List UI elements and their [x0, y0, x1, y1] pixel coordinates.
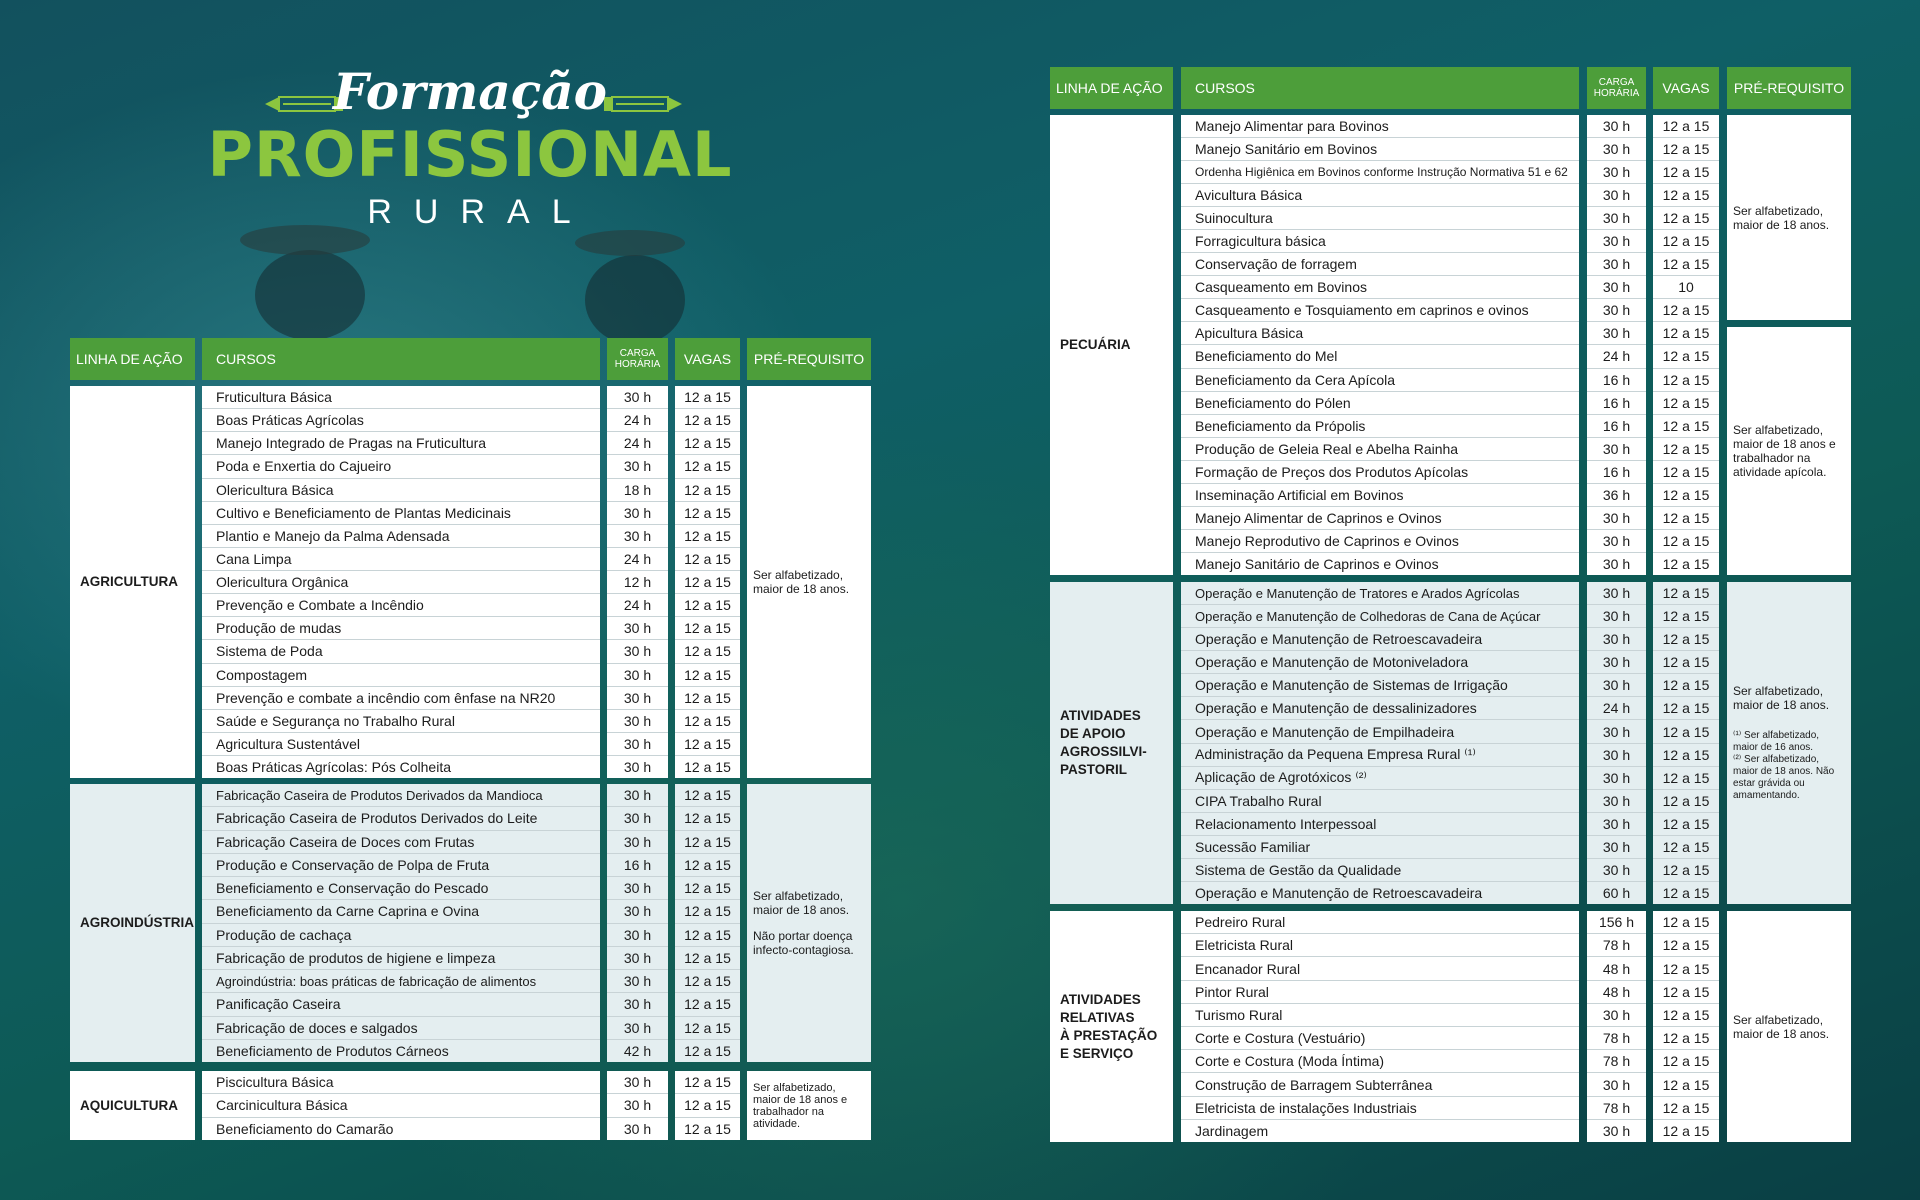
course-vagas-cell: 12 a 15	[1653, 981, 1719, 1004]
course-vagas-cell: 12 a 15	[1653, 720, 1719, 743]
course-hours-cell: 30 h	[623, 759, 652, 776]
course-name-cell: Produção de Geleia Real e Abelha Rainha	[1181, 438, 1579, 461]
course-hours-cell: 42 h	[623, 1042, 652, 1059]
course-vagas-agroindustria	[675, 784, 740, 1062]
course-name-cell: Fabricação de produtos de higiene e limpeza	[202, 947, 600, 970]
course-vagas-cell: 12 a 15	[1653, 697, 1719, 720]
prerequisite-aquicultura	[747, 1071, 871, 1140]
course-vagas-cell: 12 a 15	[684, 759, 731, 776]
course-name-cell: Turismo Rural	[1181, 1004, 1579, 1027]
course-name-cell: Relacionamento Interpessoal	[1181, 813, 1579, 836]
course-hours-cell: 30 h	[607, 640, 668, 663]
course-vagas-cell: 12 a 15	[675, 525, 740, 548]
prerequisite-text: Ser alfabetizado, maior de 18 anos.	[1733, 684, 1830, 712]
title-line-3: RURAL	[367, 193, 593, 231]
course-vagas-cell: 12 a 15	[1653, 790, 1719, 813]
header-linha-right: LINHA DE AÇÃO	[1050, 67, 1173, 109]
course-vagas-cell: 12 a 15	[1653, 1050, 1719, 1073]
course-name-cell: Casqueamento em Bovinos	[1181, 276, 1579, 299]
course-vagas-cell: 12 a 15	[1653, 859, 1719, 882]
course-name-cell: Fabricação de doces e salgados	[202, 1017, 600, 1040]
course-vagas-cell: 12 a 15	[1653, 253, 1719, 276]
course-hours-cell: 30 h	[1587, 161, 1646, 184]
course-name-cell: Olericultura Básica	[202, 479, 600, 502]
course-hours-cell: 30 h	[607, 1094, 668, 1117]
course-name-cell: Plantio e Manejo da Palma Adensada	[202, 525, 600, 548]
course-name-cell: Agroindústria: boas práticas de fabricação de alimentos	[202, 970, 600, 993]
prerequisite-apoio	[1727, 582, 1851, 904]
course-hours-cell: 30 h	[1587, 744, 1646, 767]
course-hours-cell: 16 h	[1587, 392, 1646, 415]
course-vagas-cell: 12 a 15	[1653, 836, 1719, 859]
course-name-cell: Prevenção e Combate a Incêndio	[202, 594, 600, 617]
course-name-cell: Operação e Manutenção de Retroescavadeira	[1195, 885, 1483, 902]
course-name-cell: Beneficiamento do Camarão	[216, 1120, 394, 1137]
course-hours-cell: 30 h	[1587, 299, 1646, 322]
course-hours-cell: 12 h	[607, 571, 668, 594]
course-vagas-cell: 12 a 15	[1653, 345, 1719, 368]
course-vagas-cell: 12 a 15	[1653, 911, 1719, 934]
course-name-cell: Manejo Reprodutivo de Caprinos e Ovinos	[1181, 530, 1579, 553]
course-hours-cell: 30 h	[1587, 230, 1646, 253]
course-name-cell: Poda e Enxertia do Cajueiro	[202, 455, 600, 478]
course-vagas-cell: 12 a 15	[675, 640, 740, 663]
course-hours-cell: 30 h	[1587, 720, 1646, 743]
course-name-cell: Carcinicultura Básica	[202, 1094, 600, 1117]
course-name-cell: Apicultura Básica	[1181, 322, 1579, 345]
course-vagas-cell: 12 a 15	[675, 594, 740, 617]
course-hours-cell: 60 h	[1602, 885, 1631, 902]
title-line-2: PROFISSIONAL	[207, 118, 733, 191]
header-carga-left: CARGA HORÁRIA	[607, 338, 668, 380]
course-vagas-cell: 12 a 15	[675, 432, 740, 455]
course-hours-cell: 30 h	[1587, 184, 1646, 207]
course-hours-cell: 30 h	[607, 502, 668, 525]
course-hours-cell: 30 h	[1587, 1004, 1646, 1027]
course-name-cell: Cultivo e Beneficiamento de Plantas Medicinais	[202, 502, 600, 525]
prerequisite-agricultura	[747, 386, 871, 778]
section-label-aquicultura: AQUICULTURA	[70, 1071, 195, 1140]
course-name-cell: Administração da Pequena Empresa Rural ⁽¹⁾	[1181, 744, 1579, 767]
course-vagas-cell: 12 a 15	[1653, 322, 1719, 345]
course-hours-cell: 78 h	[1587, 1027, 1646, 1050]
course-name-cell: Produção de mudas	[202, 617, 600, 640]
title-line-1: Formação	[333, 62, 607, 121]
course-vagas-cell: 12 a 15	[1653, 392, 1719, 415]
course-name-cell: Fabricação Caseira de Produtos Derivados da Mandioca	[202, 784, 600, 807]
course-vagas-cell: 12 a 15	[1653, 207, 1719, 230]
course-vagas-servico	[1653, 911, 1719, 1142]
background-figure-left	[255, 250, 365, 340]
course-hours-cell: 30 h	[1587, 836, 1646, 859]
course-name-cell: Ordenha Higiênica em Bovinos conforme Instrução Normativa 51 e 62	[1181, 161, 1579, 184]
course-vagas-cell: 12 a 15	[1653, 138, 1719, 161]
course-vagas-cell: 12 a 15	[1653, 484, 1719, 507]
course-name-cell: Sucessão Familiar	[1181, 836, 1579, 859]
course-vagas-cell: 12 a 15	[1662, 555, 1710, 572]
course-name-cell: Construção de Barragem Subterrânea	[1181, 1073, 1579, 1096]
background-figure-right	[585, 255, 685, 345]
course-vagas-cell: 12 a 15	[675, 900, 740, 923]
course-vagas-cell: 12 a 15	[675, 854, 740, 877]
course-name-cell: Beneficiamento de Produtos Cárneos	[216, 1042, 449, 1059]
course-vagas-apoio	[1653, 582, 1719, 904]
course-hours-cell: 78 h	[1587, 1050, 1646, 1073]
course-name-cell: Produção e Conservação de Polpa de Fruta	[202, 854, 600, 877]
course-hours-cell: 24 h	[1587, 345, 1646, 368]
course-hours-cell: 30 h	[607, 1071, 668, 1094]
course-hours-cell: 24 h	[607, 409, 668, 432]
course-name-cell: Boas Práticas Agrícolas	[202, 409, 600, 432]
course-hours-cell: 30 h	[1587, 138, 1646, 161]
course-hours-cell: 30 h	[607, 1017, 668, 1040]
course-name-cell: Manejo Sanitário de Caprinos e Ovinos	[1195, 555, 1439, 572]
course-name-cell: Suinocultura	[1181, 207, 1579, 230]
course-vagas-cell: 12 a 15	[675, 479, 740, 502]
course-vagas-cell: 12 a 15	[1653, 299, 1719, 322]
course-vagas-cell: 12 a 15	[675, 687, 740, 710]
course-vagas-cell: 12 a 15	[675, 924, 740, 947]
course-hours-cell: 30 h	[607, 455, 668, 478]
header-cursos-left: CURSOS	[202, 338, 600, 380]
course-hours-cell: 30 h	[1602, 555, 1631, 572]
course-hours-cell: 30 h	[1587, 115, 1646, 138]
course-name-cell: Saúde e Segurança no Trabalho Rural	[202, 710, 600, 733]
course-name-cell: Panificação Caseira	[202, 993, 600, 1016]
page-title	[180, 64, 760, 234]
course-hours-cell: 30 h	[607, 900, 668, 923]
course-name-cell: Operação e Manutenção de Colhedoras de Cana de Açúcar	[1181, 605, 1579, 628]
course-vagas-cell: 12 a 15	[675, 1017, 740, 1040]
course-vagas-cell: 12 a 15	[675, 502, 740, 525]
course-vagas-cell: 12 a 15	[1653, 1027, 1719, 1050]
course-hours-cell: 30 h	[1587, 790, 1646, 813]
course-vagas-pecuaria	[1653, 115, 1719, 575]
section-label-agroindustria: AGROINDÚSTRIA	[70, 784, 195, 1062]
course-vagas-cell: 12 a 15	[1653, 369, 1719, 392]
course-hours-cell: 48 h	[1587, 981, 1646, 1004]
course-hours-cell: 156 h	[1587, 911, 1646, 934]
course-name-cell: Beneficiamento da Cera Apícola	[1181, 369, 1579, 392]
course-hours-cell: 30 h	[607, 664, 668, 687]
course-vagas-cell: 12 a 15	[675, 733, 740, 756]
course-vagas-cell: 12 a 15	[1653, 530, 1719, 553]
course-hours-cell: 30 h	[607, 831, 668, 854]
course-vagas-cell: 12 a 15	[1653, 934, 1719, 957]
course-hours-cell: 24 h	[1587, 697, 1646, 720]
prerequisite-servico	[1727, 911, 1851, 1142]
course-vagas-cell: 12 a 15	[675, 970, 740, 993]
course-vagas-cell: 12 a 15	[675, 455, 740, 478]
course-name-cell: CIPA Trabalho Rural	[1181, 790, 1579, 813]
course-vagas-cell: 12 a 15	[1653, 1004, 1719, 1027]
course-hours-cell: 16 h	[1587, 369, 1646, 392]
course-name-cell: Compostagem	[202, 664, 600, 687]
prerequisite-text: Ser alfabetizado, maior de 18 anos e trabalhador na atividade apícola.	[1733, 423, 1836, 479]
course-hours-cell: 48 h	[1587, 957, 1646, 980]
course-hours-agroindustria	[607, 784, 668, 1062]
course-name-cell: Conservação de forragem	[1181, 253, 1579, 276]
course-name-cell: Operação e Manutenção de Tratores e Arados Agrícolas	[1181, 582, 1579, 605]
course-hours-cell: 30 h	[607, 970, 668, 993]
course-hours-cell: 16 h	[1587, 461, 1646, 484]
course-vagas-cell: 12 a 15	[1662, 885, 1710, 902]
course-vagas-cell: 12 a 15	[1653, 813, 1719, 836]
course-hours-cell: 30 h	[1587, 276, 1646, 299]
course-hours-agricultura	[607, 386, 668, 778]
course-name-cell: Encanador Rural	[1181, 957, 1579, 980]
prerequisite-text: Ser alfabetizado, maior de 18 anos.	[753, 568, 850, 596]
course-name-cell: Fruticultura Básica	[202, 386, 600, 409]
course-vagas-cell: 12 a 15	[675, 784, 740, 807]
course-vagas-cell: 12 a 15	[1653, 957, 1719, 980]
course-hours-cell: 30 h	[607, 924, 668, 947]
course-name-cell: Operação e Manutenção de dessalinizadores	[1181, 697, 1579, 720]
prerequisite-pecuaria-bottom	[1727, 327, 1851, 575]
course-vagas-cell: 12 a 15	[675, 1071, 740, 1094]
course-vagas-cell: 12 a 15	[675, 947, 740, 970]
course-vagas-cell: 12 a 15	[675, 877, 740, 900]
course-name-cell: Sistema de Gestão da Qualidade	[1181, 859, 1579, 882]
course-name-cell: Formação de Preços dos Produtos Apícolas	[1181, 461, 1579, 484]
course-hours-cell: 30 h	[1587, 628, 1646, 651]
course-name-cell: Produção de cachaça	[202, 924, 600, 947]
course-hours-cell: 30 h	[1587, 813, 1646, 836]
prerequisite-text: Ser alfabetizado, maior de 18 anos e trabalhador na atividade.	[753, 1081, 848, 1130]
course-name-cell: Eletricista de instalações Industriais	[1181, 1097, 1579, 1120]
course-name-cell: Fabricação Caseira de Produtos Derivados do Leite	[202, 807, 600, 830]
course-vagas-cell: 12 a 15	[675, 571, 740, 594]
course-hours-cell: 30 h	[607, 784, 668, 807]
course-name-cell: Operação e Manutenção de Empilhadeira	[1181, 720, 1579, 743]
course-vagas-cell: 12 a 15	[684, 1120, 731, 1137]
course-hours-cell: 30 h	[607, 525, 668, 548]
course-name-cell: Manejo Integrado de Pragas na Fruticultura	[202, 432, 600, 455]
course-name-cell: Corte e Costura (Vestuário)	[1181, 1027, 1579, 1050]
course-vagas-cell: 12 a 15	[1653, 161, 1719, 184]
course-name-cell: Beneficiamento e Conservação do Pescado	[202, 877, 600, 900]
course-hours-cell: 30 h	[607, 386, 668, 409]
course-name-cell: Eletricista Rural	[1181, 934, 1579, 957]
course-hours-apoio	[1587, 582, 1646, 904]
course-hours-cell: 30 h	[1587, 674, 1646, 697]
course-hours-cell: 30 h	[1587, 651, 1646, 674]
course-vagas-cell: 12 a 15	[675, 807, 740, 830]
course-hours-cell: 30 h	[1587, 767, 1646, 790]
course-vagas-cell: 12 a 15	[1653, 628, 1719, 651]
course-vagas-cell: 12 a 15	[1653, 461, 1719, 484]
course-hours-cell: 30 h	[1587, 253, 1646, 276]
header-pre-left: PRÉ-REQUISITO	[747, 338, 871, 380]
course-name-cell: Beneficiamento da Própolis	[1181, 415, 1579, 438]
course-vagas-cell: 12 a 15	[1653, 674, 1719, 697]
course-vagas-cell: 12 a 15	[1653, 605, 1719, 628]
prerequisite-text: Ser alfabetizado, maior de 18 anos.	[1733, 1012, 1830, 1041]
course-names-agroindustria	[202, 784, 600, 1062]
course-hours-cell: 30 h	[1587, 507, 1646, 530]
course-names-agricultura	[202, 386, 600, 778]
course-name-cell: Aplicação de Agrotóxicos ⁽²⁾	[1181, 767, 1579, 790]
course-vagas-cell: 12 a 15	[1653, 1073, 1719, 1096]
course-name-cell: Manejo Alimentar para Bovinos	[1181, 115, 1579, 138]
prerequisite-pecuaria-top	[1727, 115, 1851, 320]
course-name-cell: Pedreiro Rural	[1181, 911, 1579, 934]
course-hours-cell: 30 h	[607, 710, 668, 733]
course-hours-cell: 30 h	[1587, 605, 1646, 628]
prerequisite-notes: ⁽¹⁾ Ser alfabetizado, maior de 16 anos. ⁽²⁾ Ser alfabetizado, maior de 18 anos. Não estar grávida ou amamentando.	[1733, 730, 1835, 801]
course-vagas-cell: 12 a 15	[1653, 507, 1719, 530]
course-hours-cell: 16 h	[1587, 415, 1646, 438]
course-hours-cell: 18 h	[607, 479, 668, 502]
course-hours-cell: 30 h	[1587, 859, 1646, 882]
header-pre-right: PRÉ-REQUISITO	[1727, 67, 1851, 109]
header-vagas-left: VAGAS	[675, 338, 740, 380]
course-name-cell: Beneficiamento do Pólen	[1181, 392, 1579, 415]
course-name-cell: Boas Práticas Agrícolas: Pós Colheita	[216, 759, 452, 776]
course-vagas-cell: 12 a 15	[1653, 582, 1719, 605]
course-name-cell: Operação e Manutenção de Sistemas de Irrigação	[1181, 674, 1579, 697]
section-label-agricultura: AGRICULTURA	[70, 386, 195, 778]
course-hours-cell: 36 h	[1587, 484, 1646, 507]
course-hours-cell: 24 h	[607, 432, 668, 455]
prerequisite-text: Não portar doença infecto-contagiosa.	[753, 929, 854, 957]
course-hours-cell: 30 h	[1587, 322, 1646, 345]
course-name-cell: Inseminação Artificial em Bovinos	[1181, 484, 1579, 507]
course-vagas-cell: 12 a 15	[1653, 184, 1719, 207]
course-vagas-cell: 12 a 15	[675, 993, 740, 1016]
course-hours-cell: 16 h	[607, 854, 668, 877]
course-name-cell: Jardinagem	[1195, 1122, 1269, 1139]
course-hours-cell: 30 h	[1587, 530, 1646, 553]
course-name-cell: Piscicultura Básica	[202, 1071, 600, 1094]
course-vagas-cell: 12 a 15	[675, 831, 740, 854]
course-name-cell: Fabricação Caseira de Doces com Frutas	[202, 831, 600, 854]
course-hours-cell: 30 h	[607, 993, 668, 1016]
course-hours-cell: 30 h	[1602, 1122, 1631, 1139]
course-name-cell: Beneficiamento da Carne Caprina e Ovina	[202, 900, 600, 923]
course-name-cell: Beneficiamento do Mel	[1181, 345, 1579, 368]
course-vagas-cell: 10	[1653, 276, 1719, 299]
course-name-cell: Sistema de Poda	[202, 640, 600, 663]
course-names-apoio	[1181, 582, 1579, 904]
course-name-cell: Corte e Costura (Moda Íntima)	[1181, 1050, 1579, 1073]
course-hours-cell: 30 h	[607, 807, 668, 830]
course-vagas-cell: 12 a 15	[675, 409, 740, 432]
course-hours-cell: 30 h	[1587, 207, 1646, 230]
course-name-cell: Forragicultura básica	[1181, 230, 1579, 253]
course-vagas-cell: 12 a 15	[675, 548, 740, 571]
course-names-aquicultura	[202, 1071, 600, 1140]
course-vagas-cell: 12 a 15	[1653, 767, 1719, 790]
course-hours-cell: 24 h	[607, 594, 668, 617]
course-hours-cell: 30 h	[607, 687, 668, 710]
course-name-cell: Pintor Rural	[1181, 981, 1579, 1004]
course-vagas-cell: 12 a 15	[675, 1094, 740, 1117]
section-label-pecuaria: PECUÁRIA	[1050, 115, 1173, 575]
course-vagas-cell: 12 a 15	[1653, 651, 1719, 674]
course-vagas-cell: 12 a 15	[1653, 438, 1719, 461]
course-name-cell: Avicultura Básica	[1181, 184, 1579, 207]
course-hours-cell: 30 h	[1587, 438, 1646, 461]
course-hours-cell: 78 h	[1587, 934, 1646, 957]
course-hours-cell: 30 h	[623, 1120, 652, 1137]
course-vagas-aquicultura	[675, 1071, 740, 1140]
header-linha-left: LINHA DE AÇÃO	[70, 338, 195, 380]
course-hours-cell: 24 h	[607, 548, 668, 571]
course-name-cell: Operação e Manutenção de Retroescavadeira	[1181, 628, 1579, 651]
course-name-cell: Operação e Manutenção de Motoniveladora	[1181, 651, 1579, 674]
header-carga-right: CARGA HORÁRIA	[1587, 67, 1646, 109]
course-vagas-cell: 12 a 15	[1653, 744, 1719, 767]
course-vagas-cell: 12 a 15	[675, 386, 740, 409]
course-vagas-cell: 12 a 15	[1653, 415, 1719, 438]
prerequisite-text: Ser alfabetizado, maior de 18 anos.	[753, 889, 850, 917]
course-hours-cell: 30 h	[607, 617, 668, 640]
header-vagas-right: VAGAS	[1653, 67, 1719, 109]
course-names-pecuaria	[1181, 115, 1579, 575]
prerequisite-text: Ser alfabetizado, maior de 18 anos.	[1733, 203, 1830, 232]
header-cursos-right: CURSOS	[1181, 67, 1579, 109]
course-hours-cell: 30 h	[1587, 582, 1646, 605]
course-hours-cell: 78 h	[1587, 1097, 1646, 1120]
course-hours-cell: 30 h	[607, 877, 668, 900]
course-hours-cell: 30 h	[1587, 1073, 1646, 1096]
section-label-servico: ATIVIDADES RELATIVAS À PRESTAÇÃO E SERVIÇO	[1050, 911, 1173, 1142]
course-vagas-cell: 12 a 15	[684, 1042, 731, 1059]
course-name-cell: Agricultura Sustentável	[202, 733, 600, 756]
prerequisite-agroindustria	[747, 784, 871, 1062]
course-vagas-cell: 12 a 15	[1653, 115, 1719, 138]
course-vagas-cell: 12 a 15	[1662, 1122, 1710, 1139]
course-name-cell: Olericultura Orgânica	[202, 571, 600, 594]
course-vagas-cell: 12 a 15	[675, 710, 740, 733]
course-vagas-cell: 12 a 15	[675, 617, 740, 640]
course-hours-cell: 30 h	[607, 947, 668, 970]
course-name-cell: Cana Limpa	[202, 548, 600, 571]
course-hours-aquicultura	[607, 1071, 668, 1140]
course-hours-servico	[1587, 911, 1646, 1142]
course-names-servico	[1181, 911, 1579, 1142]
course-vagas-agricultura	[675, 386, 740, 778]
course-vagas-cell: 12 a 15	[675, 664, 740, 687]
course-name-cell: Prevenção e combate a incêndio com ênfase na NR20	[202, 687, 600, 710]
course-hours-pecuaria	[1587, 115, 1646, 575]
course-vagas-cell: 12 a 15	[1653, 1097, 1719, 1120]
course-vagas-cell: 12 a 15	[1653, 230, 1719, 253]
course-name-cell: Casqueamento e Tosquiamento em caprinos e ovinos	[1181, 299, 1579, 322]
course-name-cell: Manejo Alimentar de Caprinos e Ovinos	[1181, 507, 1579, 530]
course-hours-cell: 30 h	[607, 733, 668, 756]
course-name-cell: Manejo Sanitário em Bovinos	[1181, 138, 1579, 161]
section-label-apoio: ATIVIDADES DE APOIO AGROSSILVI- PASTORIL	[1050, 582, 1173, 904]
